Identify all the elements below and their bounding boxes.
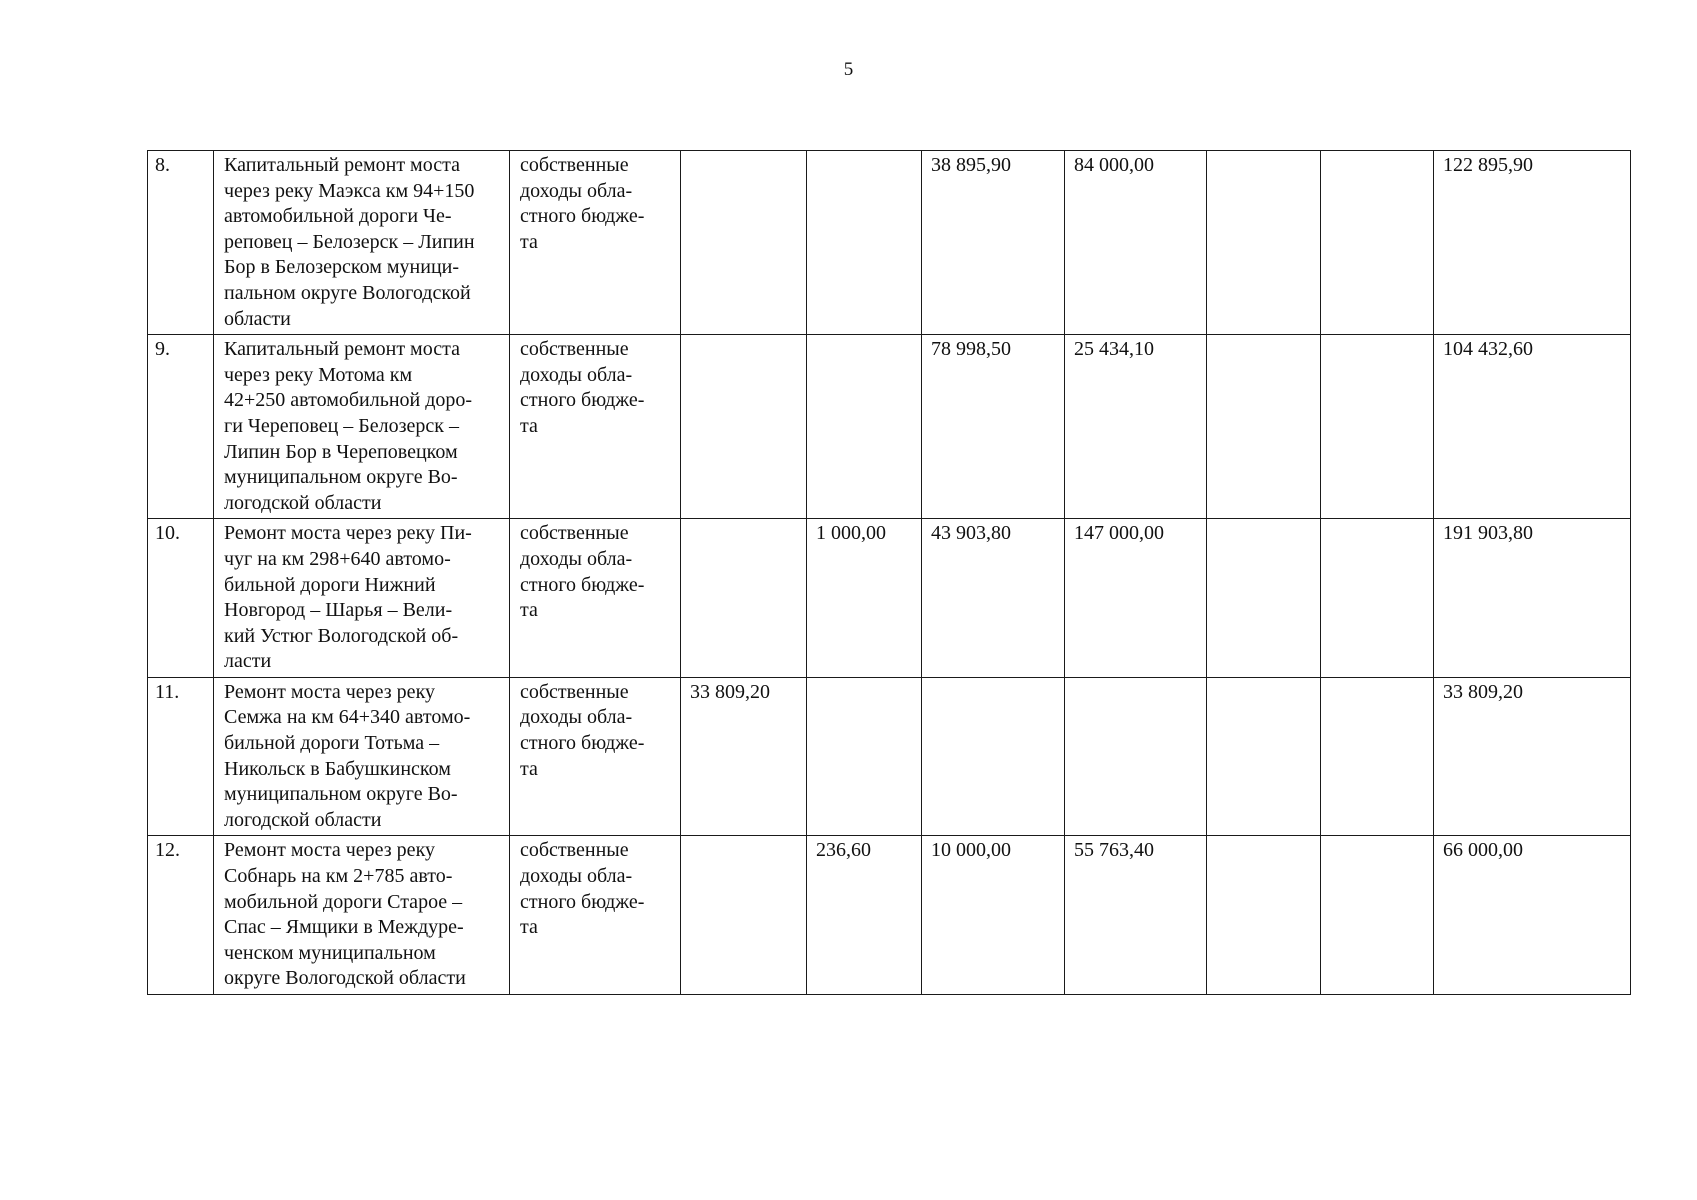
table-row: [148, 335, 1631, 519]
amount-cell: [1207, 836, 1321, 995]
object-name-cell: Ремонт моста через реку Семжа на км 64+340 автомо- бильной дороги Тотьма – Никольск в Бабушкинском муниципальном округе Во- логодской области: [214, 677, 510, 836]
row-number-cell: 8.: [148, 151, 214, 335]
funding-source-cell: собственные доходы обла- стного бюдже- та: [510, 519, 681, 678]
total-cell: 66 000,00: [1434, 836, 1631, 995]
amount-cell: [1321, 335, 1434, 519]
amount-cell: 25 434,10: [1065, 335, 1207, 519]
amount-cell: [922, 677, 1065, 836]
amount-cell: 1 000,00: [807, 519, 922, 678]
funding-source-cell: собственные доходы обла- стного бюдже- та: [510, 677, 681, 836]
row-number-cell: 9.: [148, 335, 214, 519]
amount-cell: 147 000,00: [1065, 519, 1207, 678]
amount-cell: [1321, 151, 1434, 335]
funding-source-cell: собственные доходы обла- стного бюдже- та: [510, 151, 681, 335]
amount-cell: [1207, 151, 1321, 335]
row-number-cell: 10.: [148, 519, 214, 678]
table-row: [148, 836, 1631, 995]
funding-source-cell: собственные доходы обла- стного бюдже- та: [510, 335, 681, 519]
amount-cell: 38 895,90: [922, 151, 1065, 335]
amount-cell: 33 809,20: [681, 677, 807, 836]
amount-cell: [1207, 335, 1321, 519]
amount-cell: 236,60: [807, 836, 922, 995]
table-row: [148, 151, 1631, 335]
row-number-cell: 11.: [148, 677, 214, 836]
amount-cell: [1321, 677, 1434, 836]
total-cell: 33 809,20: [1434, 677, 1631, 836]
amount-cell: [681, 519, 807, 678]
amount-cell: 55 763,40: [1065, 836, 1207, 995]
amount-cell: [807, 335, 922, 519]
budget-table: [147, 150, 1631, 995]
amount-cell: 10 000,00: [922, 836, 1065, 995]
table-row: [148, 677, 1631, 836]
table-row: [148, 519, 1631, 678]
amount-cell: [807, 677, 922, 836]
row-number-cell: 12.: [148, 836, 214, 995]
total-cell: 122 895,90: [1434, 151, 1631, 335]
amount-cell: [1207, 519, 1321, 678]
object-name-cell: Капитальный ремонт моста через реку Маэкса км 94+150 автомобильной дороги Че- реповец – Белозерск – Липин Бор в Белозерском муници- пальном округе Вологодской области: [214, 151, 510, 335]
page-number: 5: [843, 59, 854, 80]
amount-cell: [1207, 677, 1321, 836]
total-cell: 191 903,80: [1434, 519, 1631, 678]
amount-cell: [1321, 519, 1434, 678]
total-cell: 104 432,60: [1434, 335, 1631, 519]
amount-cell: [681, 335, 807, 519]
amount-cell: [681, 836, 807, 995]
amount-cell: 78 998,50: [922, 335, 1065, 519]
funding-source-cell: собственные доходы обла- стного бюдже- та: [510, 836, 681, 995]
amount-cell: [807, 151, 922, 335]
amount-cell: [681, 151, 807, 335]
object-name-cell: Ремонт моста через реку Собнарь на км 2+785 авто- мобильной дороги Старое – Спас – Ямщики в Междуре- ченском муниципальном округе Вологодской области: [214, 836, 510, 995]
amount-cell: [1321, 836, 1434, 995]
object-name-cell: Капитальный ремонт моста через реку Мотома км 42+250 автомобильной доро- ги Череповец – Белозерск – Липин Бор в Череповецком муниципальном округе Во- логодской области: [214, 335, 510, 519]
amount-cell: 43 903,80: [922, 519, 1065, 678]
amount-cell: [1065, 677, 1207, 836]
object-name-cell: Ремонт моста через реку Пи- чуг на км 298+640 автомо- бильной дороги Нижний Новгород – Шарья – Вели- кий Устюг Вологодской об- ласти: [214, 519, 510, 678]
amount-cell: 84 000,00: [1065, 151, 1207, 335]
